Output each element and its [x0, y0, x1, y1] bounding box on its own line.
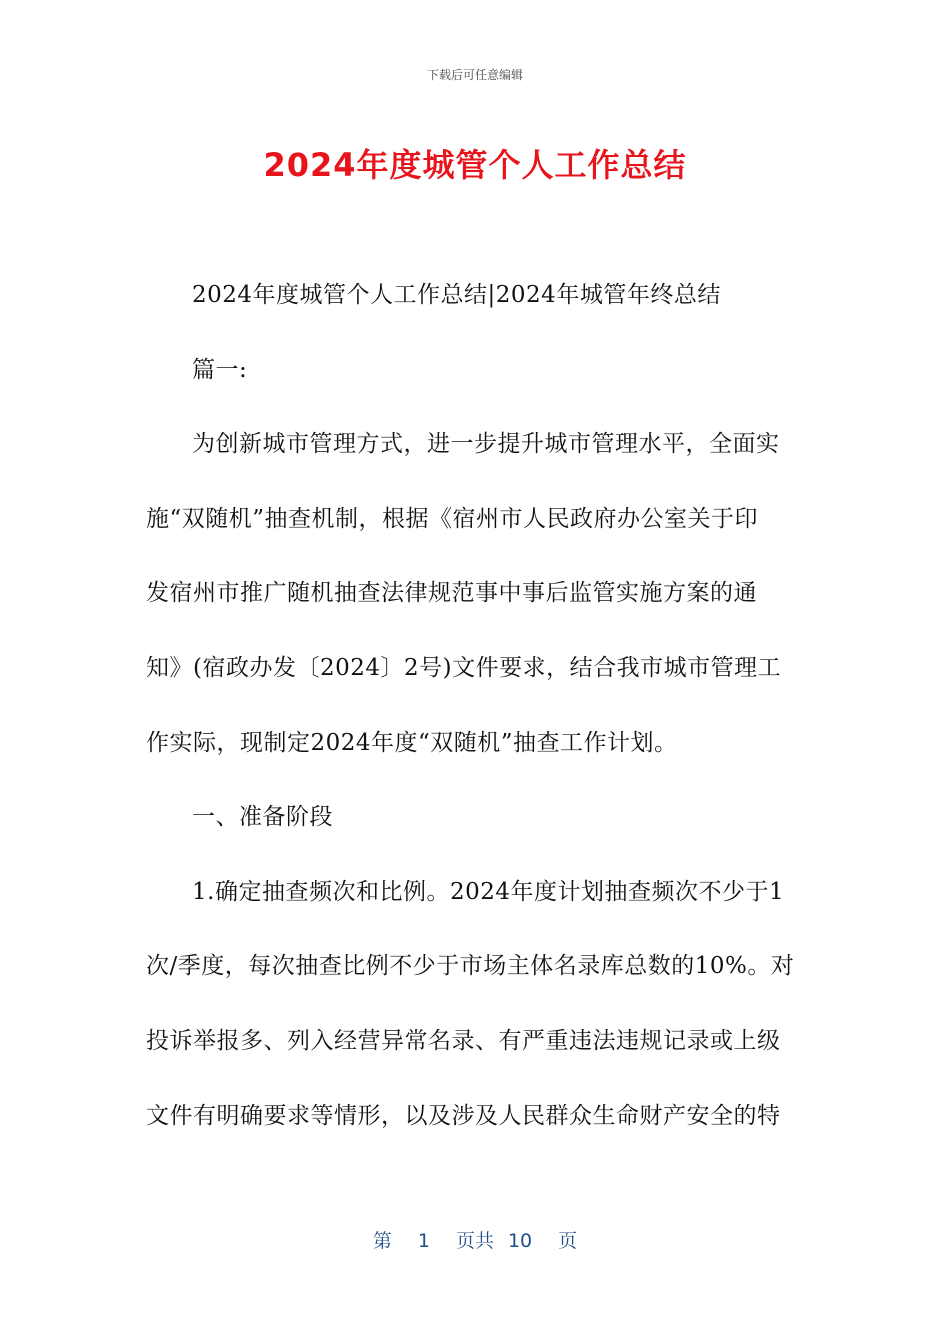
- paragraph-line: 发宿州市推广随机抽查法律规范事中事后监管实施方案的通: [146, 580, 757, 607]
- paragraph-line: 为创新城市管理方式，进一步提升城市管理水平，全面实: [192, 431, 780, 458]
- section-label: 篇一:: [192, 356, 248, 383]
- paragraph-line: 施“双随机”抽查机制，根据《宿州市人民政府办公室关于印: [146, 505, 759, 532]
- header-note: 下载后可任意编辑: [426, 68, 523, 82]
- paragraph-line: 知》(宿政办发〔2024〕2号)文件要求，结合我市城市管理工: [146, 654, 782, 681]
- section-heading: 一、准备阶段: [192, 804, 333, 831]
- footer-suffix: 页: [558, 1230, 578, 1252]
- document-title: 2024年度城管个人工作总结: [263, 146, 687, 184]
- footer-prefix: 第: [372, 1230, 392, 1252]
- page-footer: [0, 1226, 950, 1253]
- paragraph-line: 次/季度，每次抽查比例不少于市场主体名录库总数的10%。对: [146, 953, 795, 980]
- footer-total-pages: 10: [507, 1230, 533, 1252]
- paragraph-line: 文件有明确要求等情形，以及涉及人民群众生命财产安全的特: [146, 1102, 781, 1129]
- paragraph-line: 1.确定抽查频次和比例。2024年度计划抽查频次不少于1: [192, 878, 785, 905]
- footer-current-page: 1: [417, 1230, 430, 1252]
- subtitle-line: 2024年度城管个人工作总结|2024年城管年终总结: [192, 282, 721, 308]
- document-body: [146, 270, 796, 1165]
- footer-middle: 页共: [455, 1230, 494, 1252]
- paragraph-line: 作实际，现制定2024年度“双随机”抽查工作计划。: [146, 729, 678, 756]
- paragraph-line: 投诉举报多、列入经营异常名录、有严重违法违规记录或上级: [146, 1027, 781, 1054]
